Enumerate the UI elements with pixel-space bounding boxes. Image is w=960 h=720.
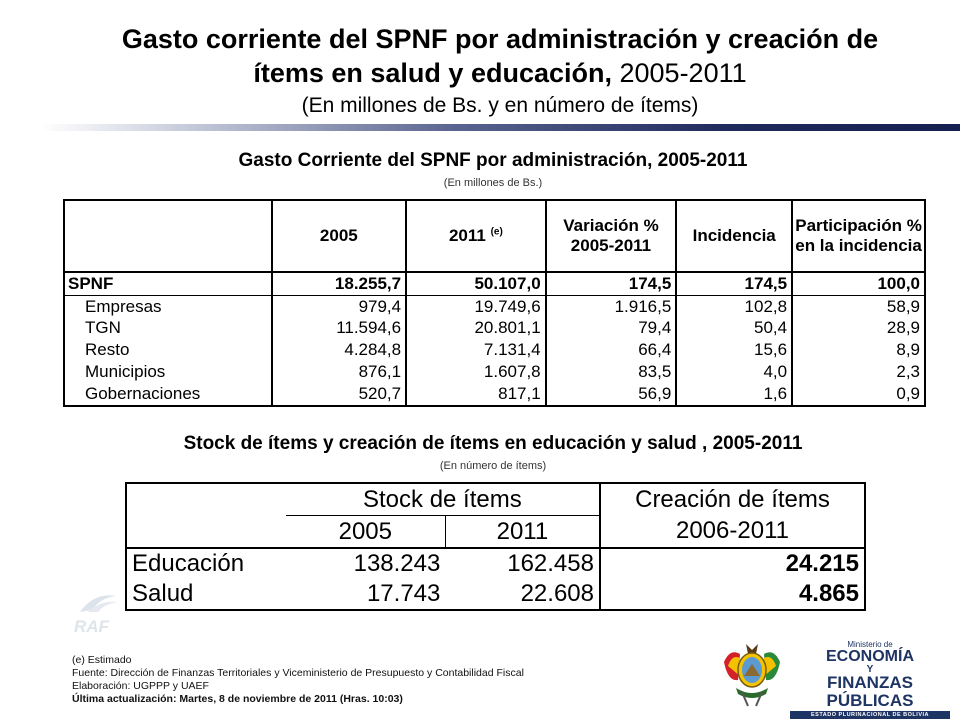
header-share: Participación % en la incidencia [792, 200, 925, 272]
note-updated: Última actualización: Martes, 8 de noviembre de 2011 (Hras. 10:03) [72, 693, 403, 705]
note-elaboration: Elaboración: UGPPP y UAEF [72, 680, 209, 692]
table2-unit: (En número de ítems) [439, 460, 547, 472]
raf-logo [70, 588, 134, 638]
cell-share: 2,3 [792, 361, 925, 383]
cell-2011: 1.607,8 [406, 361, 546, 383]
spending-table [63, 199, 926, 407]
row-label: Salud [132, 580, 194, 607]
table-header-row [126, 483, 865, 516]
main-title-years: 2005-2011 [619, 58, 747, 88]
ministry-line5: ESTADO PLURINACIONAL DE BOLIVIA [790, 711, 950, 719]
cell-2005: 4.284,8 [272, 339, 407, 361]
table-row [64, 383, 925, 406]
main-title [0, 22, 960, 90]
header-creation-years: 2006-2011 [600, 516, 865, 549]
row-label: Gobernaciones [85, 383, 201, 403]
cell-share: 58,9 [792, 295, 925, 317]
items-table [125, 482, 866, 611]
note-estimated: (e) Estimado [72, 654, 132, 666]
cell-2005: 876,1 [272, 361, 407, 383]
raf-logo-text: RAF [74, 617, 109, 636]
table2-title: Stock de ítems y creación de ítems en educación y salud , 2005-2011 [183, 433, 803, 454]
cell-share: 28,9 [792, 318, 925, 340]
table-row [64, 318, 925, 340]
cell-share: 100,0 [792, 272, 925, 295]
table-header-row [126, 516, 865, 549]
cell-2011: 162.458 [507, 550, 594, 577]
estimate-note-marker: (e) [490, 226, 503, 238]
header-2005: 2005 [286, 516, 446, 549]
ministry-logo [790, 640, 950, 719]
table-row [64, 295, 925, 317]
cell-2005: 138.243 [353, 550, 441, 577]
cell-variation: 56,9 [546, 383, 677, 406]
cell-incidence: 15,6 [676, 339, 792, 361]
cell-2011: 22.608 [520, 580, 594, 607]
cell-created: 24.215 [600, 548, 865, 579]
header-creation: Creación de ítems [600, 483, 865, 516]
header-stock: Stock de ítems [286, 483, 600, 516]
table1-unit: (En millones de Bs.) [443, 177, 543, 189]
cell-2005: 979,4 [272, 295, 407, 317]
row-label: Empresas [85, 296, 162, 316]
table-row [64, 339, 925, 361]
header-2005: 2005 [272, 200, 407, 272]
cell-variation: 174,5 [546, 272, 677, 295]
cell-incidence: 4,0 [676, 361, 792, 383]
cell-variation: 83,5 [546, 361, 677, 383]
cell-2005: 520,7 [272, 383, 407, 406]
table-row [64, 361, 925, 383]
header-variation: Variación % 2005-2011 [546, 200, 677, 272]
cell-variation: 66,4 [546, 339, 677, 361]
ministry-line4: FINANZAS PÚBLICAS [826, 673, 914, 710]
cell-variation: 79,4 [546, 318, 677, 340]
row-label: Educación [132, 550, 245, 577]
cell-incidence: 1,6 [676, 383, 792, 406]
cell-incidence: 102,8 [676, 295, 792, 317]
header-2011: 2011 $^{(e)}$ [406, 200, 546, 272]
row-label: Resto [85, 340, 130, 360]
cell-incidence: 174,5 [676, 272, 792, 295]
coat-of-arms-icon [718, 640, 786, 710]
cell-variation: 1.916,5 [546, 295, 677, 317]
cell-2011: 19.749,6 [406, 295, 546, 317]
main-title-line1: Gasto corriente del SPNF por administración y creación de [121, 24, 879, 54]
row-label: SPNF [64, 272, 272, 295]
cell-created: 4.865 [600, 579, 865, 610]
main-subtitle: (En millones de Bs. y en número de ítems) [301, 94, 699, 117]
table-row [64, 272, 925, 295]
table-row [126, 579, 865, 610]
header-2011: 2011 [445, 516, 600, 549]
row-label: TGN [85, 318, 121, 338]
cell-2011: 50.107,0 [406, 272, 546, 295]
ministry-line1: Ministerio de [847, 640, 893, 649]
cell-2011: 7.131,4 [406, 339, 546, 361]
header-incidence: Incidencia [676, 200, 792, 272]
cell-2005: 18.255,7 [272, 272, 407, 295]
cell-2005: 11.594,6 [272, 318, 407, 340]
title-divider [40, 124, 960, 131]
header-label [64, 200, 272, 272]
ministry-line2: ECONOMÍA [826, 648, 914, 665]
main-title-line2: ítems en salud y educación, [253, 58, 612, 88]
table-row [126, 548, 865, 579]
footnotes [72, 654, 524, 706]
table-header-row [64, 200, 925, 272]
table1-title: Gasto Corriente del SPNF por administración, 2005-2011 [238, 150, 748, 171]
ministry-line3: Y [866, 664, 874, 675]
cell-2011: 20.801,1 [406, 318, 546, 340]
cell-incidence: 50,4 [676, 318, 792, 340]
cell-share: 8,9 [792, 339, 925, 361]
cell-share: 0,9 [792, 383, 925, 406]
row-label: Municipios [85, 362, 166, 382]
cell-2011: 817,1 [406, 383, 546, 406]
cell-2005: 17.743 [366, 580, 441, 607]
note-source: Fuente: Dirección de Finanzas Territoriales y Viceministerio de Presupuesto y Contabilidad Fiscal [72, 667, 524, 679]
